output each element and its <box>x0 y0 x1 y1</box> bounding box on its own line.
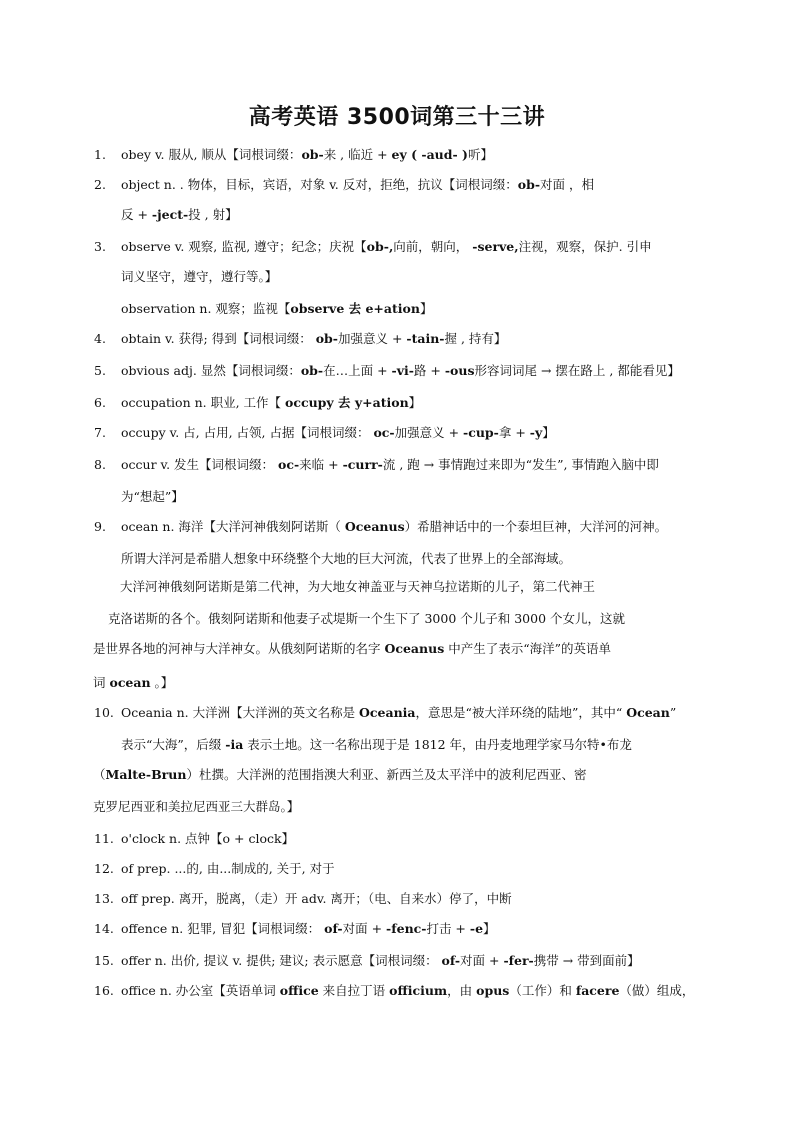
item-number: 13. <box>94 891 114 906</box>
item-number: 9. <box>94 519 106 534</box>
item-text: occupy v. 占, 占用, 占领, 占据【词根词缀： <box>121 425 374 440</box>
item-number: 16. <box>94 983 114 998</box>
item-text: occur v. 发生【词根词缀： <box>121 457 279 472</box>
item-number: 7. <box>94 425 106 440</box>
item-text: 投 , 射】 <box>188 207 238 222</box>
item-text: 词 <box>93 675 110 690</box>
item-text: 表示“大海”，后缀 <box>121 737 226 752</box>
item-text: ，意思是“被大洋环绕的陆地”，其中“ <box>415 705 627 720</box>
list-item <box>0 860 794 878</box>
item-text: ，由 <box>447 983 477 998</box>
bold-term: -curr- <box>342 457 383 472</box>
list-item-continuation <box>0 300 794 318</box>
item-text: 反 + <box>121 207 152 222</box>
bold-term: Ocean <box>626 705 670 720</box>
list-item <box>0 146 794 164</box>
item-number: 1. <box>94 147 106 162</box>
item-text: ）希腊神话中的一个泰坦巨神，大洋河的河神。 <box>404 519 668 534</box>
item-text: 词义坚守，遵守，遵行等。】 <box>121 269 278 284</box>
bold-term: occupy 去 y+ation <box>285 395 409 410</box>
item-text: 向前，朝向， <box>393 239 473 254</box>
item-text: 来 , 临近 + <box>323 147 392 162</box>
item-number: 15. <box>94 953 114 968</box>
list-item <box>0 330 794 348</box>
item-text: observe v. 观察, 监视, 遵守；纪念；庆祝【 <box>121 239 367 254</box>
item-number: 8. <box>94 457 106 472</box>
bold-term: observe 去 e+ation <box>290 301 420 316</box>
item-text: 中产生了表示“海洋”的英语单 <box>444 641 612 656</box>
item-text: 】 <box>419 301 433 316</box>
list-item <box>0 238 794 256</box>
item-text: 形容词词尾 → 摆在路上 , 都能看见】 <box>474 363 680 378</box>
item-text: 拿 + <box>498 425 530 440</box>
item-text: 路 + <box>413 363 445 378</box>
item-text: occupation n. 职业, 工作【 <box>121 395 286 410</box>
bold-term: -cup- <box>463 425 499 440</box>
bold-term: ob- <box>517 177 541 192</box>
bold-term: ob-, <box>366 239 394 254</box>
item-text: offer n. 出价, 提议 v. 提供; 建议; 表示愿意【词根词缀： <box>121 953 442 968</box>
item-number: 10. <box>94 705 114 720</box>
item-number: 11. <box>94 831 114 846</box>
item-text: 来临 + <box>299 457 343 472</box>
item-text: 对面 ，相 <box>540 177 594 192</box>
list-item-continuation <box>0 268 794 286</box>
list-item-continuation <box>0 640 794 658</box>
item-text: ” <box>669 705 677 720</box>
item-text: 对面 + <box>342 921 387 936</box>
item-text: office n. 办公室【英语单词 <box>121 983 280 998</box>
list-item <box>0 890 794 908</box>
item-text: 所谓大洋河是希腊人想象中环绕整个大地的巨大河流，代表了世界上的全部海域。 <box>121 551 572 566</box>
list-item <box>0 704 794 722</box>
item-text: 表示土地。这一名称出现于是 1812 年，由丹麦地理学家马尔特•布龙 <box>243 737 632 752</box>
bold-term: -ject- <box>151 207 189 222</box>
item-text: o'clock n. 点钟【o + clock】 <box>121 831 295 846</box>
bold-term: ocean <box>109 675 151 690</box>
item-text: observation n. 观察；监视【 <box>121 301 291 316</box>
bold-term: ob- <box>301 147 324 162</box>
item-text: 在…上面 + <box>323 363 392 378</box>
bold-term: ob- <box>300 363 324 378</box>
bold-term: office <box>279 983 319 998</box>
item-text: 听】 <box>467 147 493 162</box>
bold-term: officium <box>389 983 448 998</box>
list-item <box>0 424 794 442</box>
list-item <box>0 830 794 848</box>
item-text: 握 , 持有】 <box>444 331 507 346</box>
item-text: object n. . 物体，目标，宾语，对象 v. 反对，拒绝，抗议【词根词缀： <box>121 177 518 192</box>
item-text: Oceania n. 大洋洲【大洋洲的英文名称是 <box>121 705 360 720</box>
bold-term: -ia <box>225 737 244 752</box>
item-text: （做）组成， <box>619 983 695 998</box>
item-text: 加强意义 + <box>337 331 407 346</box>
item-text: obey v. 服从, 顺从【词根词缀： <box>121 147 302 162</box>
list-item-continuation <box>0 550 794 568</box>
bold-term: of- <box>324 921 343 936</box>
bold-term: -serve, <box>472 239 519 254</box>
list-item-continuation <box>0 578 794 596</box>
list-item-continuation <box>0 488 794 506</box>
item-text: ocean n. 海洋【大洋河神俄刻阿诺斯（ <box>121 519 345 534</box>
item-text: 克罗尼西亚和美拉尼西亚三大群岛。】 <box>93 799 300 814</box>
bold-term: oc- <box>373 425 395 440</box>
page-title: 高考英语 3500词第三十三讲 <box>248 105 546 130</box>
bold-term: -e <box>469 921 484 936</box>
list-item-continuation <box>0 610 794 628</box>
bold-term: -ous <box>444 363 475 378</box>
item-text: 。】 <box>150 675 174 690</box>
item-text: （工作）和 <box>509 983 576 998</box>
item-number: 2. <box>94 177 106 192</box>
item-number: 5. <box>94 363 106 378</box>
bold-term: Oceanus <box>344 519 405 534</box>
list-item <box>0 518 794 536</box>
bold-term: ob- <box>315 331 338 346</box>
item-number: 6. <box>94 395 106 410</box>
item-number: 12. <box>94 861 114 876</box>
bold-term: -y <box>529 425 543 440</box>
item-text: of prep. ...的, 由...制成的, 关于, 对于 <box>121 861 335 876</box>
item-text: 克洛诺斯的各个。俄刻阿诺斯和他妻子忒堤斯一个生下了 3000 个儿子和 3000 个女儿，这就 <box>108 611 626 626</box>
item-text: 携带 → 带到面前】 <box>533 953 640 968</box>
item-text: offence n. 犯罪, 冒犯【词根词缀： <box>121 921 325 936</box>
item-number: 4. <box>94 331 106 346</box>
item-text: 来自拉丁语 <box>318 983 390 998</box>
bold-term: Malte-Brun <box>105 767 187 782</box>
list-item <box>0 362 794 380</box>
item-text: 】 <box>483 921 496 936</box>
list-item-continuation <box>0 798 794 816</box>
list-item <box>0 456 794 474</box>
item-text: obvious adj. 显然【词根词缀： <box>121 363 301 378</box>
item-number: 3. <box>94 239 106 254</box>
item-text: 流 , 跑 → 事情跑过来即为“发生”, 事情跑入脑中即 <box>382 457 659 472</box>
bold-term: opus <box>476 983 510 998</box>
item-text: 为“想起”】 <box>121 489 184 504</box>
item-text: off prep. 离开，脱离，（走）开 adv. 离开；（电、自来水）停了，中断 <box>121 891 512 906</box>
list-item <box>0 952 794 970</box>
list-item-continuation <box>0 766 794 784</box>
item-text: 对面 + <box>460 953 504 968</box>
list-item <box>0 394 794 412</box>
list-item-continuation <box>0 674 794 692</box>
bold-term: Oceanus <box>384 641 445 656</box>
item-text: 大洋河神俄刻阿诺斯是第二代神，为大地女神盖亚与天神乌拉诺斯的儿子，第二代神王 <box>120 579 596 594</box>
bold-term: -fenc- <box>386 921 427 936</box>
bold-term: Oceania <box>359 705 416 720</box>
item-text: 注视，观察，保护. 引申 <box>518 239 652 254</box>
bold-term: of- <box>441 953 461 968</box>
item-text: 是世界各地的河神与大洋神女。从俄刻阿诺斯的名字 <box>93 641 385 656</box>
list-item-continuation <box>0 206 794 224</box>
list-item <box>0 176 794 194</box>
list-item-continuation <box>0 736 794 754</box>
bold-term: -vi- <box>391 363 414 378</box>
list-item <box>0 982 794 1000</box>
bold-term: ey ( -aud- ) <box>391 147 468 162</box>
bold-term: oc- <box>278 457 300 472</box>
item-text: 】 <box>408 395 422 410</box>
item-text: obtain v. 获得; 得到【词根词缀： <box>121 331 316 346</box>
bold-term: -tain- <box>406 331 445 346</box>
item-text: 打击 + <box>426 921 470 936</box>
item-number: 14. <box>94 921 114 936</box>
bold-term: facere <box>575 983 620 998</box>
item-text: 】 <box>542 425 555 440</box>
item-text: 加强意义 + <box>394 425 464 440</box>
bold-term: -fer- <box>503 953 534 968</box>
item-text: （ <box>93 767 106 782</box>
list-item <box>0 920 794 938</box>
item-text: ）杜撰。大洋洲的范围指澳大利亚、新西兰及太平洋中的波利尼西亚、密 <box>186 767 587 782</box>
